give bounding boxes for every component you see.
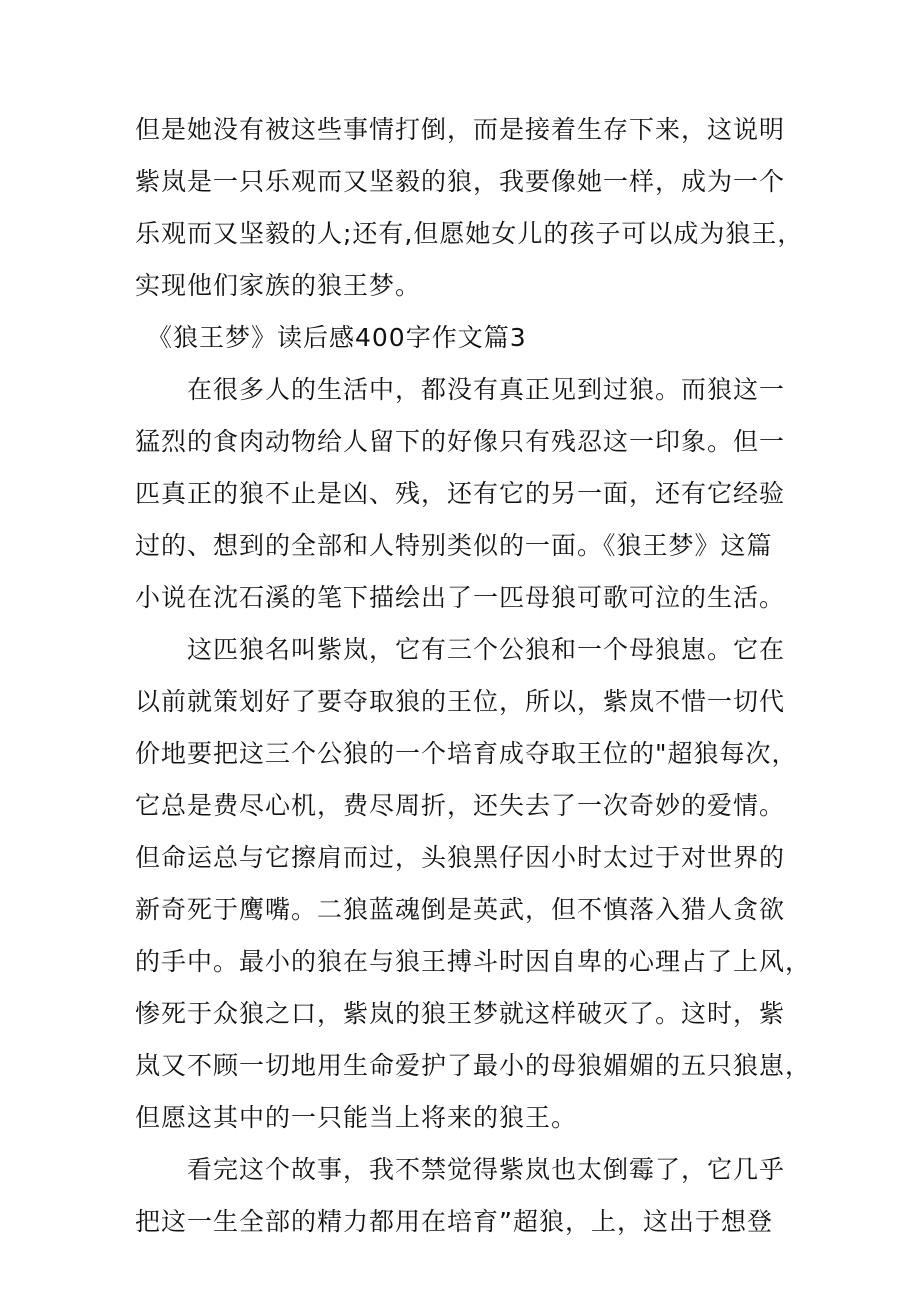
paragraph-line: 猛烈的食肉动物给人留下的好像只有残忍这一印象。但一 [135, 427, 786, 456]
paragraph-line: 的手中。最小的狼在与狼王搏斗时因自卑的心理占了上风， [135, 947, 812, 976]
paragraph-line: 把这一生全部的精力都用在培育”超狼，上，这出于想登 [135, 1207, 773, 1236]
section-heading: 《狼王梦》读后感400字作文篇3 [147, 323, 527, 352]
paragraph-line: 紫岚是一只乐观而又坚毅的狼，我要像她一样，成为一个 [135, 167, 786, 196]
document-text [135, 104, 812, 1248]
paragraph-line: 但愿这其中的一只能当上将来的狼王。 [135, 1103, 578, 1132]
paragraph-line: 匹真正的狼不止是凶、残，还有它的另一面，还有它经验 [135, 479, 786, 508]
paragraph-line: 小说在沈石溪的笔下描绘出了一匹母狼可歌可泣的生活。 [135, 583, 786, 612]
paragraph-line: 惨死于众狼之口，紫岚的狼王梦就这样破灭了。这时，紫 [135, 999, 786, 1028]
paragraph-line: 乐观而又坚毅的人;还有,但愿她女儿的孩子可以成为狼王， [135, 219, 804, 248]
paragraph-line: 过的、想到的全部和人特别类似的一面。《狼王梦》这篇 [135, 531, 773, 560]
paragraph-line: 看完这个故事，我不禁觉得紫岚也太倒霉了，它几乎 [187, 1155, 786, 1184]
paragraph-line: 但命运总与它擦肩而过，头狼黑仔因小时太过于对世界的 [135, 843, 786, 872]
paragraph-line: 以前就策划好了要夺取狼的王位，所以，紫岚不惜一切代 [135, 687, 786, 716]
paragraph-line: 这匹狼名叫紫岚，它有三个公狼和一个母狼崽。它在 [187, 635, 786, 664]
paragraph-line: 实现他们家族的狼王梦。 [135, 271, 422, 300]
paragraph-line: 岚又不顾一切地用生命爱护了最小的母狼媚媚的五只狼崽， [135, 1051, 812, 1080]
paragraph-line: 新奇死于鹰嘴。二狼蓝魂倒是英武，但不慎落入猎人贪欲 [135, 895, 786, 924]
paragraph-line: 它总是费尽心机，费尽周折，还失去了一次奇妙的爱情。 [135, 791, 786, 820]
paragraph-line: 但是她没有被这些事情打倒，而是接着生存下来，这说明 [135, 115, 786, 144]
paragraph-line: 在很多人的生活中，都没有真正见到过狼。而狼这一 [187, 375, 786, 404]
paragraph-line: 价地要把这三个公狼的一个培育成夺取王位的"超狼每次， [135, 739, 798, 768]
